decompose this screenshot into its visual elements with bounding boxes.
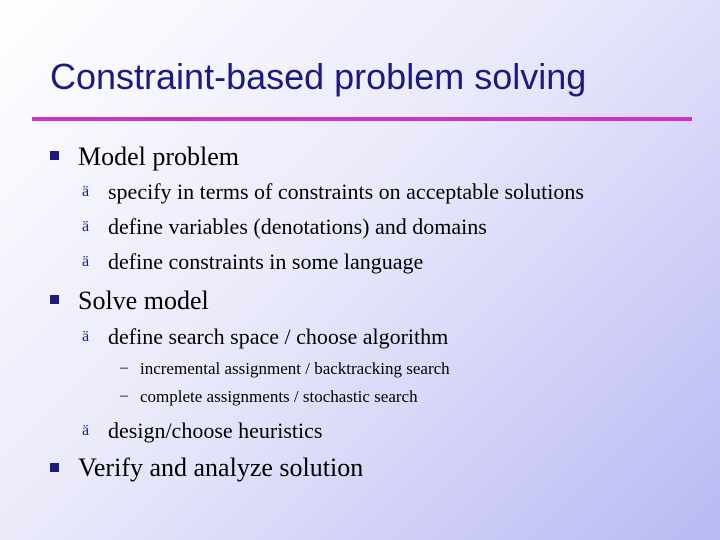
subsubbullet-incremental: incremental assignment / backtracking search — [140, 359, 450, 378]
subbullet-define-variables: define variables (denotations) and domains — [108, 214, 487, 239]
bullet-model-problem: Model problem — [78, 142, 240, 171]
subbullet-icon: ä — [82, 328, 90, 345]
bullet-square-icon — [50, 151, 59, 160]
slide-title: Constraint-based problem solving — [50, 56, 587, 97]
subbullet-icon: ä — [82, 422, 90, 439]
bullet-solve-model: Solve model — [78, 286, 209, 315]
bullet-verify: Verify and analyze solution — [78, 453, 364, 482]
dash-icon: – — [120, 387, 128, 404]
subbullet-define-constraints: define constraints in some language — [108, 249, 424, 274]
subbullet-icon: ä — [82, 183, 90, 200]
subbullet-define-search-space: define search space / choose algorithm — [108, 324, 449, 349]
subbullet-heuristics: design/choose heuristics — [108, 418, 323, 443]
dash-icon: – — [120, 359, 128, 376]
subbullet-icon: ä — [82, 253, 90, 270]
bullet-square-icon — [50, 295, 59, 304]
subbullet-icon: ä — [82, 218, 90, 235]
subsubbullet-complete: complete assignments / stochastic search — [140, 387, 418, 406]
title-divider — [32, 117, 692, 121]
bullet-square-icon — [50, 463, 59, 472]
subbullet-specify: specify in terms of constraints on acceptable solutions — [108, 179, 584, 204]
